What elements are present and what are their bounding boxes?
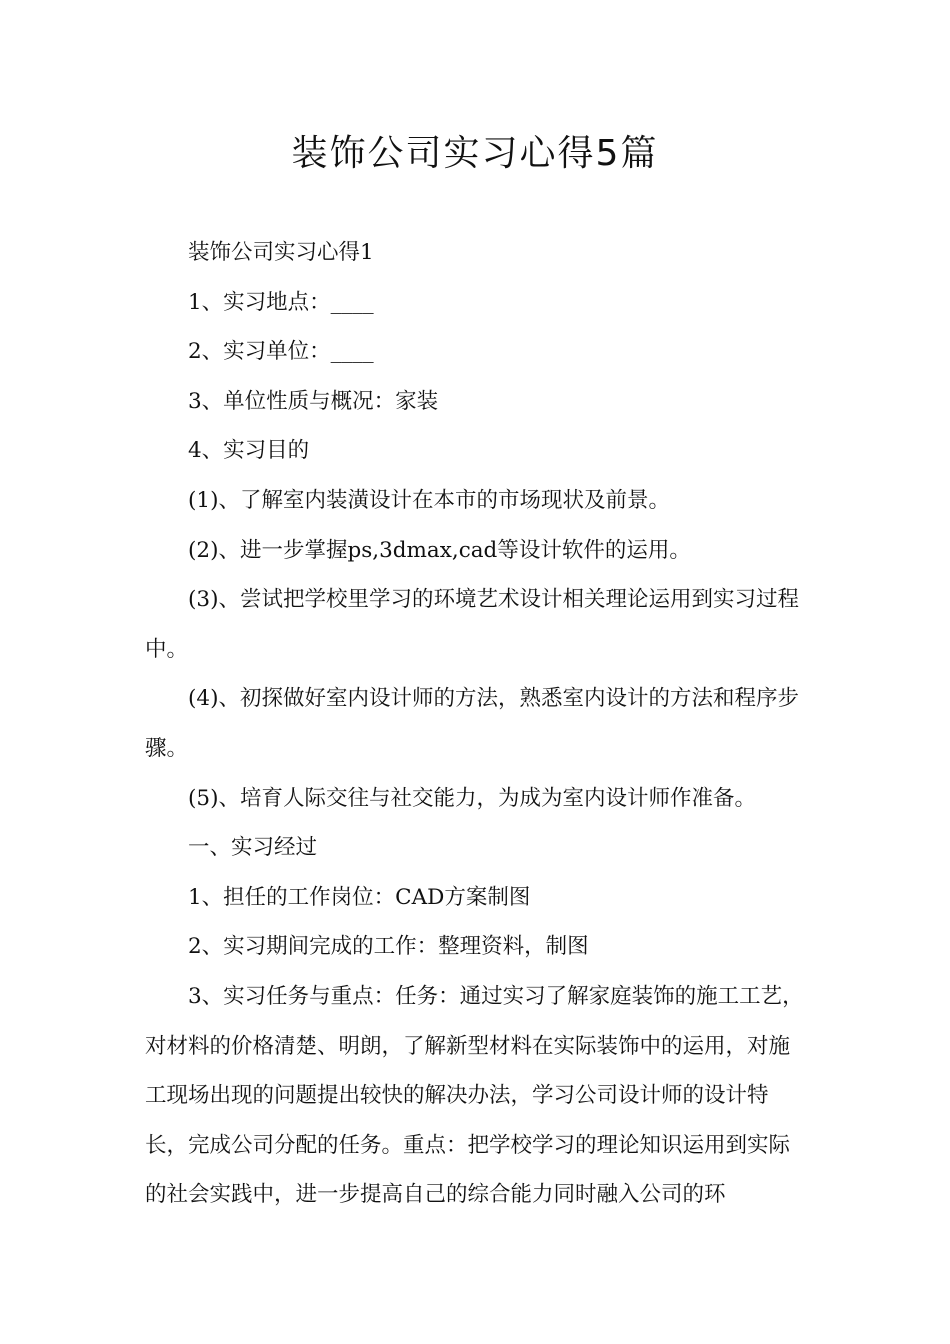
document-body <box>145 228 810 1220</box>
paragraph-work-done: 2、实习期间完成的工作：整理资料，制图 <box>188 934 589 960</box>
paragraph-heading: 装饰公司实习心得1 <box>188 240 374 265</box>
paragraph-purpose-3: (3)、尝试把学校里学习的环境艺术设计相关理论运用到实习过程中。 <box>145 587 799 662</box>
paragraph-unit-nature: 3、单位性质与概况：家装 <box>188 388 439 414</box>
document-title: 装饰公司实习心得5篇 <box>291 133 659 174</box>
paragraph-tasks: 3、实习任务与重点：任务：通过实习了解家庭装饰的施工工艺，对材料的价格清楚、明朗，了解新型材料在实际装饰中的运用，对施工现场出现的问题提出较快的解决办法，学习公司设计师的设计特长，完成公司分配的任务。重点：把学校学习的理论知识运用到实际的社会实践中，进一步提高自己的综合能力同时融入公司的环 <box>145 983 804 1208</box>
paragraph-unit: 2、实习单位：____ <box>188 339 374 365</box>
paragraph-location: 1、实习地点：____ <box>188 289 374 315</box>
paragraph-purpose-4: (4)、初探做好室内设计师的方法，熟悉室内设计的方法和程序步骤。 <box>145 686 799 761</box>
paragraph-position: 1、担任的工作岗位：CAD方案制图 <box>188 884 531 910</box>
paragraph-purpose-heading: 4、实习目的 <box>188 438 310 464</box>
section-heading-process: 一、实习经过 <box>188 835 318 861</box>
paragraph-purpose-5: (5)、培育人际交往与社交能力，为成为室内设计师作准备。 <box>188 785 756 811</box>
paragraph-purpose-1: (1)、了解室内装潢设计在本市的市场现状及前景。 <box>188 487 670 513</box>
paragraph-purpose-2: (2)、进一步掌握ps,3dmax,cad等设计软件的运用。 <box>188 537 691 563</box>
